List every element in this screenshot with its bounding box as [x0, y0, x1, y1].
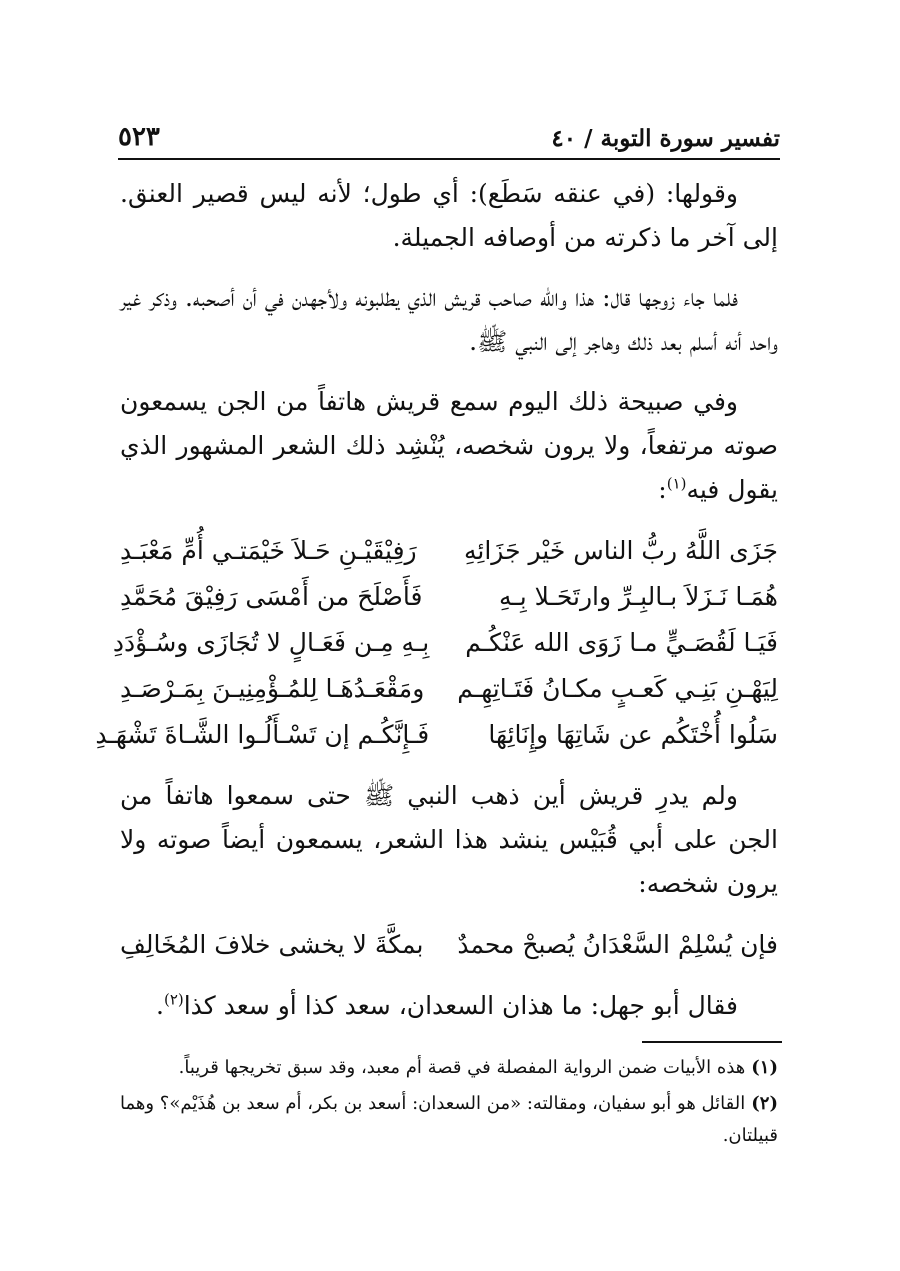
poem: [95, 528, 778, 758]
single-verse: [120, 922, 778, 968]
verse-1-first-hemistich: جَزَى اللَّهُ ربُّ الناس خَيْر جَزَائِهِ: [464, 536, 778, 565]
footnote-2: [120, 1088, 778, 1152]
verse-1: [120, 528, 778, 574]
verse-5-second-hemistich: فَـإِنَّكُـم إن تَسْـأَلُـوا الشَّـاةَ تَشْهَـدِ: [95, 720, 430, 749]
verse-3: [112, 620, 778, 666]
footnote-1: [120, 1052, 778, 1084]
footnote-ref-2: (٢): [163, 990, 184, 1009]
verse-4-first-hemistich: لِيَهْـنِ بَنِـي كَعـبٍ مكـانُ فَتَـاتِهِـم: [457, 674, 778, 703]
verse-5-first-hemistich: سَلُوا أُخْتَكُم عن شَاتِهَا وإِنَائِهَا: [488, 720, 778, 749]
paragraph-5-text: فقال أبو جهل: ما هذان السعدان، سعد كذا أو سعد كذا: [183, 991, 738, 1020]
verse-5: [95, 712, 778, 758]
footnote-ref-1: (١): [666, 474, 687, 493]
running-title: تفسير سورة التوبة / ٤٠: [551, 125, 780, 152]
paragraph-3-text: وفي صبيحة ذلك اليوم سمع قريش هاتفاً من الجن يسمعون صوته مرتفعاً، ولا يرون شخصه، يُنْشِد ذلك الشعر المشهور الذي يقول فيه: [120, 387, 778, 504]
footnote-2-number: (٢): [751, 1093, 778, 1114]
footnote-2-text: القائل هو أبو سفيان، ومقالته: «من السعدان: أسعد بن بكر، أم سعد بن هُذَيْم»؟ وهما قبيلتان.: [120, 1093, 778, 1146]
verse-6-first-hemistich: فإن يُسْلِمْ السَّعْدَانُ يُصبحْ محمدٌ: [457, 930, 778, 959]
paragraph-5-end: .: [156, 991, 164, 1020]
verse-4-second-hemistich: ومَقْعَـدُهَـا لِلمُـؤْمِنِيـنَ بِمَـرْصَـدِ: [120, 674, 425, 703]
page-number: ٥٢٣: [118, 122, 160, 152]
paragraph-3-end: :: [658, 475, 667, 504]
verse-6-second-hemistich: بمكَّةَ لا يخشى خلافَ المُخَالِفِ: [120, 930, 424, 959]
paragraph-1: وقولها: (في عنقه سَطَع): أي طول؛ لأنه ليس قصير العنق. إلى آخر ما ذكرته من أوصافه الجميلة.: [120, 179, 778, 252]
verse-2: [120, 574, 778, 620]
verse-1-second-hemistich: رَفِيْقَيْـنِ حَـلاَ خَيْمَتـي أُمِّ مَعْبَـدِ: [120, 536, 417, 565]
verse-4: [120, 666, 778, 712]
page-header: [118, 112, 780, 160]
footnote-1-text: هذه الأبيات ضمن الرواية المفصلة في قصة أم معبد، وقد سبق تخريجها قريباً.: [178, 1057, 746, 1078]
paragraph-5: [120, 984, 778, 1028]
paragraph-2: فلما جاء زوجها قال: هذا والله صاحب قريش الذي يطلبونه ولأجهدن في أن أصحبه. وذكر غير واحد أنه أسلم بعد ذلك وهاجر إلى النبي ﷺ.: [120, 283, 778, 356]
paragraph-4: ولم يدرِ قريش أين ذهب النبي ﷺ حتى سمعوا هاتفاً من الجن على أبي قُبَيْس ينشد هذا الشعر، يسمعون أيضاً صوته ولا يرون شخصه:: [120, 781, 778, 898]
verse-2-first-hemistich: هُمَـا نَـزَلاَ بـالبِـرِّ وارتَحَـلا بِـهِ: [499, 582, 778, 611]
footnote-separator: [642, 1041, 782, 1043]
paragraph-3: [120, 380, 778, 512]
footnotes: [120, 1052, 778, 1156]
verse-2-second-hemistich: فَأَصْلَحَ من أَمْسَى رَفِيْقَ مُحَمَّدِ: [120, 582, 423, 611]
verse-3-second-hemistich: بِـهِ مِـن فَعَـالٍ لا تُجَازَى وسُـؤْدَدِ: [112, 628, 430, 657]
footnote-1-number: (١): [751, 1057, 778, 1078]
main-text: [95, 172, 778, 1044]
verse-6: [120, 922, 778, 968]
verse-3-first-hemistich: فَيَـا لَقُصَـيٍّ مـا زَوَى الله عَنْكُـم: [465, 628, 778, 657]
